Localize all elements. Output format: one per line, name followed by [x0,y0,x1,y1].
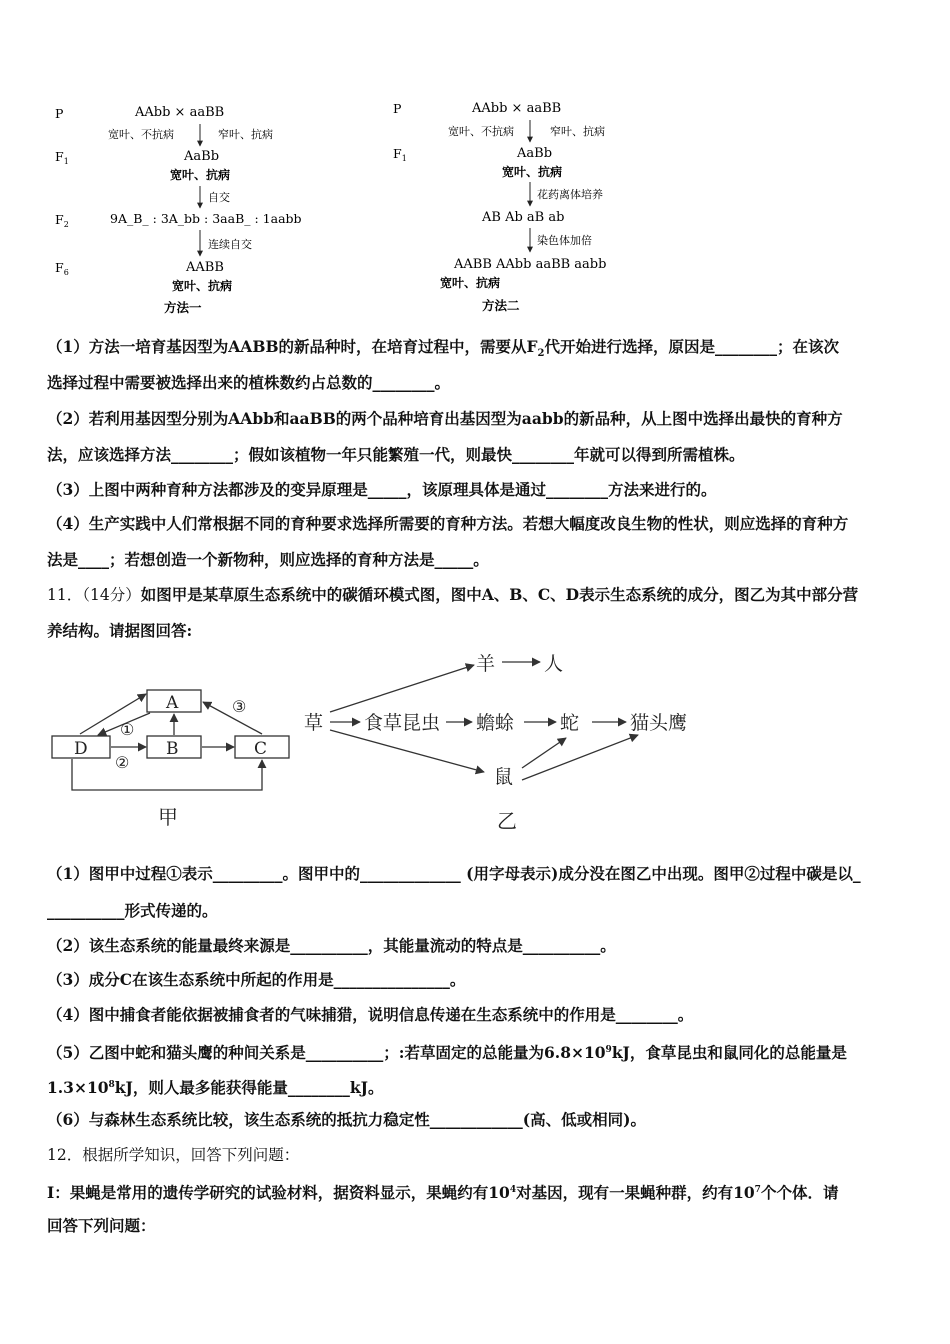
arrow-d-to-c [72,759,262,790]
m2-result-genotypes: AABB AAbb aaBB aabb [454,257,607,272]
q10-line-7: 法是____；若想创造一个新物种，则应选择的育种方法是_____。 [47,550,489,569]
m1-p-label: P [55,106,64,121]
q10-line-4: 法，应该选择方法________；假如该植物一年只能繁殖一代，则最快________年就可以得到所需植株。 [47,445,745,464]
caption-yi: 乙 [497,809,517,833]
mark-2: ② [115,753,130,772]
mark-3: ③ [232,697,247,716]
label-d: D [74,739,88,759]
m2-f1-genotype: AaBb [517,146,553,161]
q12-line-1: Ⅰ：果蝇是常用的遗传学研究的试验材料，据资料显示，果蝇约有$10^4$对基因，现有一果蝇种群，约有$10^7$个个体．请 [47,1183,839,1203]
m1-step-self: 自交 [208,191,230,204]
m1-f1-traits: 宽叶、抗病 [170,168,231,182]
arrow-grass-sheep [330,665,474,712]
m1-p-cross: AAbb × aaBB [135,105,225,120]
arrow-grass-mouse [330,730,484,772]
q11-line-8: （6）与森林生态系统比较，该生态系统的抵抗力稳定性____________(高、低或相同)。 [47,1110,646,1129]
q11-line-7: $1.3\times 10^8kJ$，则人最多能获得能量________kJ。 [47,1078,384,1098]
m1-p-traits-left: 宽叶、不抗病 [108,128,174,141]
figure-jia-labels [74,693,267,829]
m1-f1-label: $F_1$ [55,149,69,166]
node-grass: 草 [304,712,324,734]
figure-yi-labels [304,653,687,833]
node-insect: 食草昆虫 [364,712,441,734]
node-toad: 蟾蜍 [476,712,515,734]
m2-p-traits-left: 宽叶、不抗病 [448,125,514,138]
label-a: A [166,693,179,713]
node-mouse: 鼠 [494,766,514,788]
m1-step-continuous: 连续自交 [208,238,252,251]
q10-line-3: （2）若利用基因型分别为AAbb和aaBB的两个品种培育出基因型为aabb的新品种，从上图中选择出最快的育种方 [47,409,843,428]
q11-line-4: （3）成分C在该生态系统中所起的作用是_______________。 [47,970,466,989]
m2-result-traits: 宽叶、抗病 [440,276,501,290]
node-sheep: 羊 [476,653,496,675]
q11-heading: 11．（14分）如图甲是某草原生态系统中的碳循环模式图，图中A、B、C、D表示生态系统的成分，图乙为其中部分营 [47,585,859,604]
q11-line-1: （1）图甲中过程①表示_________。图甲中的_____________ (用字母表示)成分没在图乙中出现。图甲②过程中碳是以_ [47,864,861,883]
q11-heading-cont: 养结构。请据图回答: [47,621,193,640]
m1-f2-label: $F_2$ [55,212,69,229]
ecosystem-figures [0,645,950,845]
q11-line-6: （5）乙图中蛇和猫头鹰的种间关系是__________；:若草固定的总能量为$6.8\times 10^9kJ$，食草昆虫和鼠同化的总能量是 [47,1043,847,1063]
q10-line-5: （3）上图中两种育种方法都涉及的变异原理是_____，该原理具体是通过________方法来进行的。 [47,480,717,499]
m1-f2-ratio: 9A_B_ : 3A_bb : 3aaB_ : 1aabb [110,211,302,226]
m1-f6-label: $F_6$ [55,260,69,277]
q12-line-2: 回答下列问题： [47,1216,156,1235]
q12-heading: 12．根据所学知识，回答下列问题： [47,1146,300,1164]
node-snake: 蛇 [560,712,580,734]
breeding-diagrams [0,90,950,320]
m2-f1-label: $F_1$ [393,146,407,163]
caption-jia: 甲 [158,805,178,829]
q11-line-2: __________形式传递的。 [47,901,218,920]
arrow-mouse-snake [522,738,566,768]
m2-step-anther: 花药离体培养 [537,188,603,201]
node-owl: 猫头鹰 [630,712,688,734]
label-b: B [166,739,179,759]
arrow-mouse-owl [522,735,638,780]
q10-line-1: （1）方法一培育基因型为AABB的新品种时，在培育过程中，需要从$F_2$代开始进行选择，原因是________；在该次 [47,337,840,360]
m1-f6-traits: 宽叶、抗病 [172,279,233,293]
mark-1: ① [120,720,135,739]
q11-line-5: （4）图中捕食者能依据被捕食者的气味捕猎，说明信息传递在生态系统中的作用是________。 [47,1005,694,1024]
method-one-diagram [55,105,302,315]
m2-gametes: AB Ab aB ab [482,210,565,225]
m1-f1-genotype: AaBb [184,149,220,164]
m2-p-label: P [393,101,402,116]
m1-f6-genotype: AABB [186,260,224,275]
method-two-diagram [393,101,606,313]
m1-p-traits-right: 窄叶、抗病 [218,128,273,141]
m2-f1-traits: 宽叶、抗病 [502,165,563,179]
node-human: 人 [544,653,564,675]
m2-p-cross: AAbb × aaBB [472,101,562,116]
m2-p-traits-right: 窄叶、抗病 [550,125,605,138]
label-c: C [254,739,268,759]
q10-line-2: 选择过程中需要被选择出来的植株数约占总数的________。 [47,373,451,392]
q10-line-6: （4）生产实践中人们常根据不同的育种要求选择所需要的育种方法。若想大幅度改良生物的性状，则应选择的育种方 [47,514,849,533]
m1-caption: 方法一 [164,300,202,315]
m2-caption: 方法二 [482,298,520,313]
q11-line-3: （2）该生态系统的能量最终来源是__________，其能量流动的特点是__________。 [47,936,616,955]
m2-step-double: 染色体加倍 [537,234,592,247]
